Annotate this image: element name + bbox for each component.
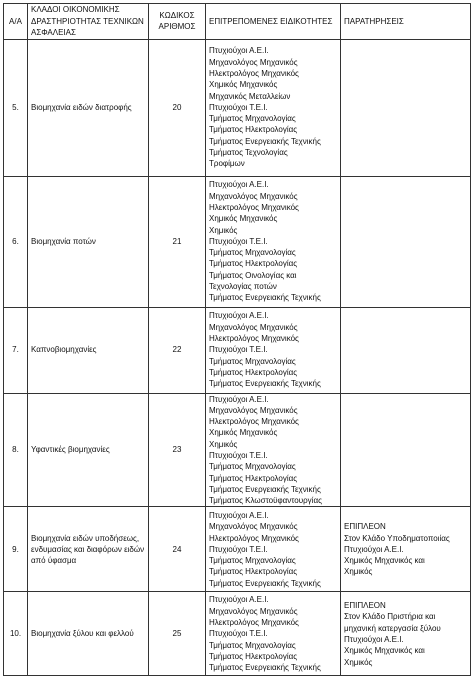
table-row <box>4 39 471 176</box>
row-number: 9. <box>4 507 28 592</box>
specialties-cell <box>206 393 341 507</box>
specialty-item: Ηλεκτρολόγος Μηχανικός <box>209 618 299 628</box>
note-item: Χημικός Μηχανικός και <box>344 646 425 656</box>
specialties-cell <box>206 592 341 676</box>
specialty-item: Χημικός <box>209 225 238 235</box>
specialty-item: Πτυχιούχοι Α.Ε.Ι. <box>209 180 269 190</box>
branch-name: Βιομηχανία ειδών διατροφής <box>28 39 149 176</box>
specialty-item: Πτυχιούχοι Α.Ε.Ι. <box>209 510 269 520</box>
header-row <box>4 4 471 40</box>
specialty-item: Τμήματος Ενεργειακής Τεχνικής <box>209 136 321 146</box>
specialty-item: Τμήματος Μηχανολογίας <box>209 640 296 650</box>
notes-cell <box>341 39 471 176</box>
specialty-item: Τμήματος Ενεργειακής Τεχνικής <box>209 578 321 588</box>
specialty-item: Ηλεκτρολόγος Μηχανικός <box>209 68 299 78</box>
specialty-item: Τροφίμων <box>209 159 245 169</box>
code-number: 25 <box>149 592 206 676</box>
specialty-item: Πτυχιούχοι Α.Ε.Ι. <box>209 595 269 605</box>
notes-cell <box>341 592 471 676</box>
specialty-item: Μηχανολόγος Μηχανικός <box>209 522 298 532</box>
note-item: μηχανική κατεργασία ξύλου <box>344 623 441 633</box>
specialty-item: Τμήματος Μηχανολογίας <box>209 356 296 366</box>
row-number: 10. <box>4 592 28 676</box>
code-number: 24 <box>149 507 206 592</box>
specialty-item: Τμήματος Ηλεκτρολογίας <box>209 473 298 483</box>
branch-name: Βιομηχανία ειδών υποδήσεως, ενδυμασίας και διαφόρων ειδών από ύφασμα <box>28 507 149 592</box>
note-item: Στον Κλάδο Πριστήρια και <box>344 612 436 622</box>
specialty-item: Μηχανολόγος Μηχανικός <box>209 191 298 201</box>
note-item: Χημικός Μηχανικός και <box>344 556 425 566</box>
note-item: Πτυχιούχοι Α.Ε.Ι. <box>344 634 404 644</box>
specialties-cell <box>206 507 341 592</box>
code-number: 20 <box>149 39 206 176</box>
table-row <box>4 507 471 592</box>
row-number: 5. <box>4 39 28 176</box>
specialty-item: Ηλεκτρολόγος Μηχανικός <box>209 417 299 427</box>
note-item: Χημικός <box>344 567 373 577</box>
header-notes: ΠΑΡΑΤΗΡΗΣΕΙΣ <box>341 4 471 40</box>
notes-cell <box>341 507 471 592</box>
branch-name: Καπνοβιομηχανίες <box>28 307 149 393</box>
specialty-item: Τμήματος Κλωστοϋφαντουργίας <box>209 496 322 506</box>
table-row <box>4 176 471 307</box>
specialty-item: Μηχανολόγος Μηχανικός <box>209 322 298 332</box>
header-branch: ΚΛΑΔΟΙ ΟΙΚΟΝΟΜΙΚΗΣ ΔΡΑΣΤΗΡΙΟΤΗΤΑΣ ΤΕΧΝΙΚΩΝ ΑΣΦΑΛΕΙΑΣ <box>28 4 149 40</box>
specialty-item: Μηχανικός Μεταλλείων <box>209 91 291 101</box>
note-item: Χημικός <box>344 657 373 667</box>
header-code: ΚΩΔΙΚΟΣ ΑΡΙΘΜΟΣ <box>149 4 206 40</box>
specialty-item: Χημικός <box>209 439 238 449</box>
branch-name: Βιομηχανία ποτών <box>28 176 149 307</box>
note-item: Πτυχιούχοι Α.Ε.Ι. <box>344 544 404 554</box>
specialties-cell <box>206 307 341 393</box>
specialty-item: Τμήματος Ηλεκτρολογίας <box>209 567 298 577</box>
specialty-item: Μηχανολόγος Μηχανικός <box>209 405 298 415</box>
branch-name: Υφαντικές βιομηχανίες <box>28 393 149 507</box>
table-row <box>4 393 471 507</box>
branch-name: Βιομηχανία ξύλου και φελλού <box>28 592 149 676</box>
table-row <box>4 307 471 393</box>
specialty-item: Τμήματος Μηχανολογίας <box>209 556 296 566</box>
specialty-item: Πτυχιούχοι Τ.Ε.Ι. <box>209 345 268 355</box>
notes-cell <box>341 176 471 307</box>
specialty-item: Μηχανολόγος Μηχανικός <box>209 606 298 616</box>
specialties-cell <box>206 176 341 307</box>
row-number: 8. <box>4 393 28 507</box>
specialty-item: Πτυχιούχοι Τ.Ε.Ι. <box>209 236 268 246</box>
code-number: 22 <box>149 307 206 393</box>
specialty-item: Χημικός Μηχανικός <box>209 80 278 90</box>
document-table <box>3 3 471 676</box>
specialty-item: Τμήματος Ενεργειακής Τεχνικής <box>209 484 321 494</box>
specialty-item: Ηλεκτρολόγος Μηχανικός <box>209 334 299 344</box>
specialty-item: Πτυχιούχοι Α.Ε.Ι. <box>209 311 269 321</box>
specialty-item: Χημικός Μηχανικός <box>209 214 278 224</box>
note-item: ΕΠΙΠΛΕΟΝ <box>344 522 386 532</box>
specialty-item: Πτυχιούχοι Τ.Ε.Ι. <box>209 629 268 639</box>
specialty-item: Τμήματος Τεχνολογίας <box>209 148 288 158</box>
specialty-item: Πτυχιούχοι Α.Ε.Ι. <box>209 394 269 404</box>
specialty-item: Τμήματος Ενεργειακής Τεχνικής <box>209 663 321 673</box>
code-number: 23 <box>149 393 206 507</box>
specialty-item: Μηχανολόγος Μηχανικός <box>209 57 298 67</box>
specialty-item: Τμήματος Ηλεκτρολογίας <box>209 367 298 377</box>
specialty-item: Πτυχιούχοι Τ.Ε.Ι. <box>209 450 268 460</box>
note-item: ΕΠΙΠΛΕΟΝ <box>344 601 386 611</box>
note-item: Στον Κλάδο Υποδηματοποιίας <box>344 533 450 543</box>
specialty-item: Πτυχιούχοι Τ.Ε.Ι. <box>209 102 268 112</box>
notes-cell <box>341 307 471 393</box>
specialties-cell <box>206 39 341 176</box>
code-number: 21 <box>149 176 206 307</box>
row-number: 6. <box>4 176 28 307</box>
specialty-item: Τμήματος Μηχανολογίας <box>209 462 296 472</box>
notes-cell <box>341 393 471 507</box>
specialty-item: Τμήματος Ενεργειακής Τεχνικής <box>209 293 321 303</box>
specialty-item: Ηλεκτρολόγος Μηχανικός <box>209 533 299 543</box>
specialty-item: Τμήματος Ηλεκτρολογίας <box>209 651 298 661</box>
specialty-item: Χημικός Μηχανικός <box>209 428 278 438</box>
specialty-item: Τμήματος Μηχανολογίας <box>209 114 296 124</box>
specialty-item: Τμήματος Μηχανολογίας <box>209 248 296 258</box>
specialty-item: Τμήματος Ενεργειακής Τεχνικής <box>209 379 321 389</box>
header-aa: Α/Α <box>4 4 28 40</box>
specialty-item: Πτυχιούχοι Τ.Ε.Ι. <box>209 544 268 554</box>
specialty-item: Τμήματος Ηλεκτρολογίας <box>209 259 298 269</box>
specialty-item: Τμήματος Οινολογίας και <box>209 270 297 280</box>
table-row <box>4 592 471 676</box>
row-number: 7. <box>4 307 28 393</box>
specialty-item: Τμήματος Ηλεκτρολογίας <box>209 125 298 135</box>
specialty-item: Ηλεκτρολόγος Μηχανικός <box>209 202 299 212</box>
specialty-item: Πτυχιούχοι Α.Ε.Ι. <box>209 46 269 56</box>
specialty-item: Τεχνολογίας ποτών <box>209 282 277 292</box>
header-specialties: ΕΠΙΤΡΕΠΟΜΕΝΕΣ ΕΙΔΙΚΟΤΗΤΕΣ <box>206 4 341 40</box>
